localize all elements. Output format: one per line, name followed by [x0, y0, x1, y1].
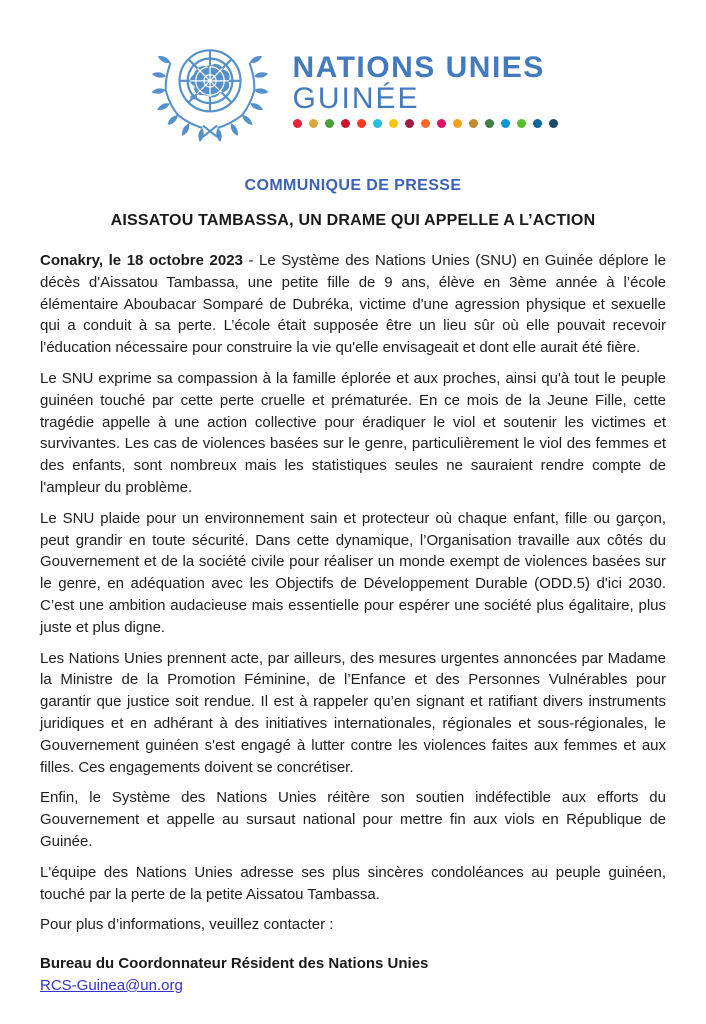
sdg-dot: [325, 119, 334, 128]
sdg-dot: [309, 119, 318, 128]
contact-email-link[interactable]: RCS-Guinea@un.org: [40, 976, 183, 994]
sdg-dot: [357, 119, 366, 128]
sdg-dot: [485, 119, 494, 128]
un-logo-block: [0, 0, 706, 150]
sdg-dot: [469, 119, 478, 128]
sdg-dot: [373, 119, 382, 128]
country-name: GUINÉE: [292, 82, 420, 115]
org-name: NATIONS UNIES: [292, 51, 545, 84]
opening-paragraph: [40, 250, 666, 359]
office-name: Bureau du Coordonnateur Résident des Nations Unies: [40, 955, 429, 973]
sdg-dot: [341, 119, 350, 128]
sdg-dot: [549, 119, 558, 128]
contact-prompt: Pour plus d’informations, veuillez contacter :: [40, 916, 334, 934]
un-logo-wordmark: [293, 28, 558, 128]
sdg-dot: [293, 119, 302, 128]
body-paragraph: Enfin, le Système des Nations Unies réitère son soutien indéfectible aux efforts du Gouvernement et appelle au sursaut national pour mettre fin aux viols en République de Guinée.: [40, 789, 666, 850]
body-content: [40, 250, 666, 936]
body-paragraph: L'équipe des Nations Unies adresse ses plus sincères condoléances au peuple guinéen, touché par la perte de la petite Aissatou Tambassa.: [40, 863, 666, 903]
body-paragraph: Le SNU exprime sa compassion à la famille éplorée et aux proches, ainsi qu'à tout le peuple guinéen touché par cette perte cruelle et prématurée. En ce mois de la Jeune Fille, cette tragédie appelle à une action collective pour éradiquer le viol et soutenir les victimes et survivantes. Les cas de violences basées sur le genre, particulièrement le viol des femmes et des enfants, sont nombreux mais les statistiques seules ne sauraient rendre compte de l'ampleur du problème.: [40, 369, 666, 496]
headline: AISSATOU TAMBASSA, UN DRAME QUI APPELLE A L’ACTION: [110, 212, 596, 229]
press-release-label: COMMUNIQUE DE PRESSE: [244, 177, 462, 194]
sdg-dot: [517, 119, 526, 128]
opening-text: - Le Système des Nations Unies (SNU) en Guinée déplore le décès d'Aissatou Tambassa, une petite fille de 9 ans, élève en 3ème année à l’école élémentaire Aboubacar Somparé de Dubréka, victime d'une agression physique et sexuelle qui a conduit à sa perte. L’école était supposée être un lieu sûr où elle pouvait recevoir l'éducation nécessaire pour construire la vie qu'elle envisageait et dont elle aurait été fière.: [40, 252, 666, 357]
sdg-dot: [533, 119, 542, 128]
sdg-dot: [389, 119, 398, 128]
body-paragraph: Le SNU plaide pour un environnement sain et protecteur où chaque enfant, fille ou garçon, peut grandir en toute sécurité. Dans cette dynamique, l’Organisation travaille aux côtés du Gouvernement et de la société civile pour réaliser un monde exempt de violences basées sur le genre, en adéquation avec les Objectifs de Développement Durable (ODD.5) d'ici 2030. C’est une ambition audacieuse mais essentielle pour espérer une société plus égalitaire, plus juste et plus digne.: [40, 509, 666, 636]
sdg-dot: [405, 119, 414, 128]
sdg-dot: [501, 119, 510, 128]
un-emblem-icon: [149, 28, 271, 150]
sdg-dot: [453, 119, 462, 128]
sdg-color-dots: [293, 119, 558, 128]
body-paragraph: Les Nations Unies prennent acte, par ailleurs, des mesures urgentes annoncées par Madame la Ministre de la Promotion Féminine, de l’Enfance et des Personnes Vulnérables pour garantir que justice soit rendue. Il est à rappeler qu’en signant et ratifiant divers instruments juridiques et en adhérant à des initiatives internationales, régionales et sous-régionales, le Gouvernement guinéen s'est engagé à lutter contre les violences faites aux femmes et aux filles. Ces engagements doivent se concrétiser.: [40, 649, 666, 776]
sdg-dot: [437, 119, 446, 128]
contact-email: [40, 975, 666, 997]
sdg-dot: [421, 119, 430, 128]
dateline: Conakry, le 18 octobre 2023: [40, 252, 243, 269]
